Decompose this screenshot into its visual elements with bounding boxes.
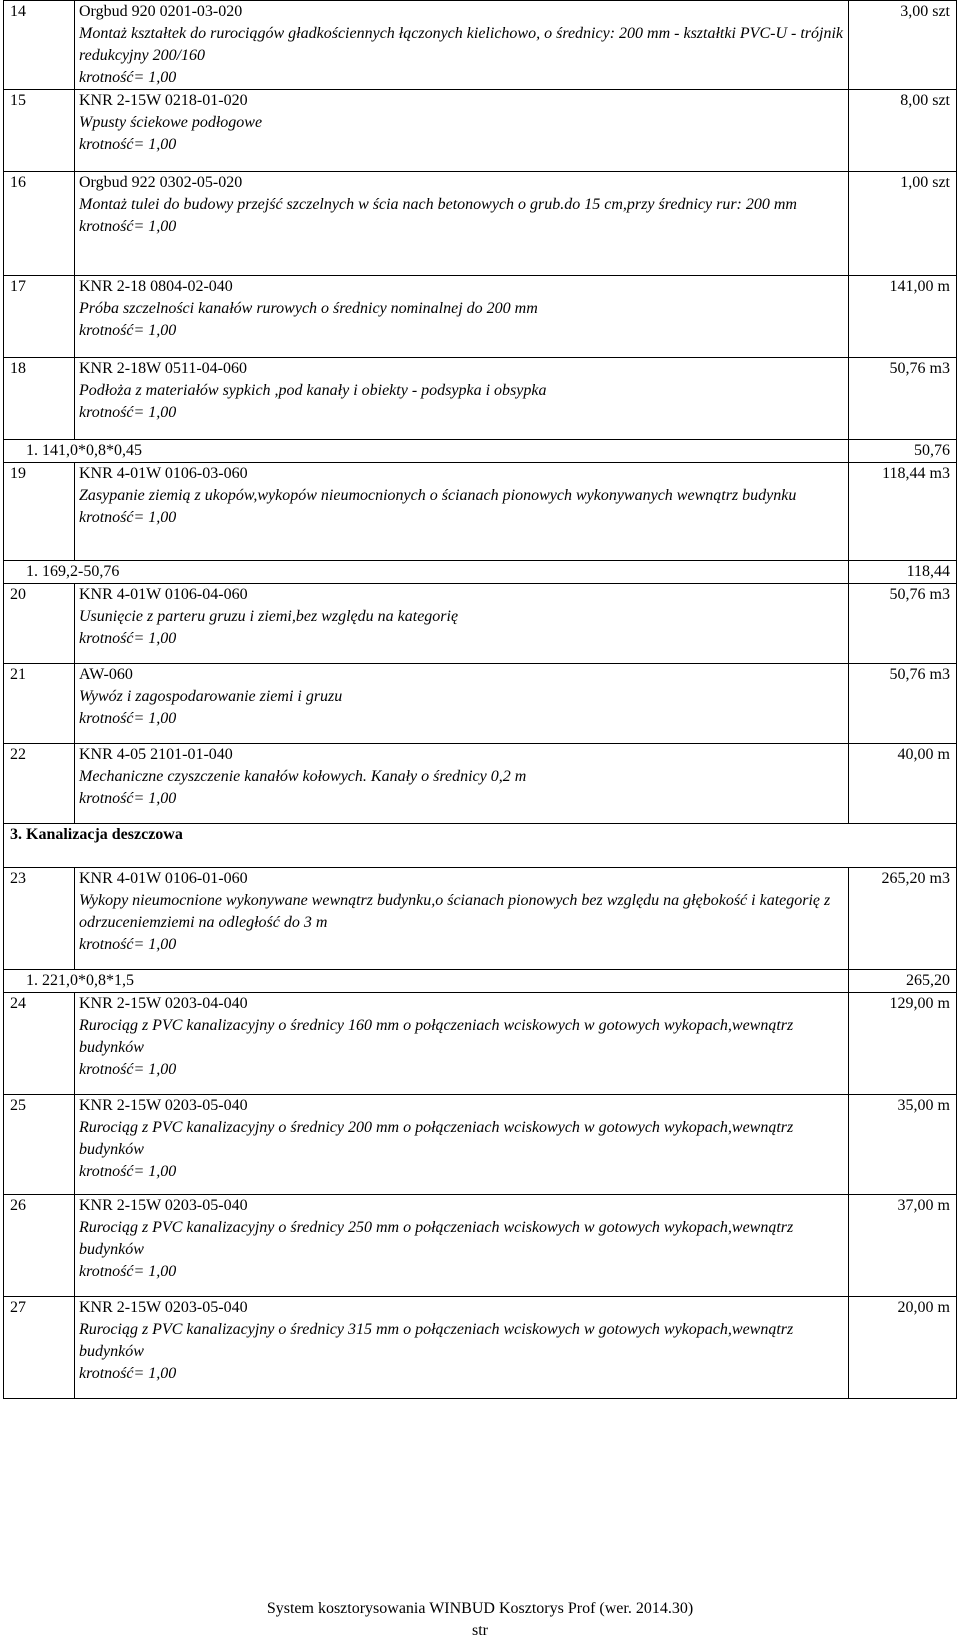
item-code: KNR 2-15W 0203-04-040 <box>79 995 248 1012</box>
item-quantity: 50,76 m3 <box>849 358 957 440</box>
item-description <box>75 664 849 744</box>
item-title: Rurociąg z PVC kanalizacyjny o średnicy 250 mm o połączeniach wciskowych w gotowych wykopach,wewnątrz budynków <box>79 1219 794 1258</box>
item-number: 20 <box>4 584 75 664</box>
item-description <box>75 463 849 561</box>
item-quantity: 3,00 szt <box>849 1 957 90</box>
item-number: 21 <box>4 664 75 744</box>
item-quantity: 1,00 szt <box>849 172 957 276</box>
item-multiplier: krotność= 1,00 <box>79 936 177 953</box>
item-quantity: 141,00 m <box>849 276 957 358</box>
calculation-expression: 1. 221,0*0,8*1,5 <box>4 970 849 993</box>
item-quantity: 8,00 szt <box>849 90 957 172</box>
item-row <box>4 744 957 824</box>
item-title: Rurociąg z PVC kanalizacyjny o średnicy 200 mm o połączeniach wciskowych w gotowych wykopach,wewnątrz budynków <box>79 1119 794 1158</box>
item-code: Orgbud 922 0302-05-020 <box>79 174 243 191</box>
item-title: Montaż kształtek do rurociągów gładkościennych łączonych kielichowo, o średnicy: 200 mm - kształtki PVC-U - trójnik redukcyjny 200/160 <box>79 25 843 64</box>
item-description <box>75 358 849 440</box>
item-number: 16 <box>4 172 75 276</box>
section-heading: 3. Kanalizacja deszczowa <box>4 824 957 868</box>
item-code: AW-060 <box>79 666 133 683</box>
item-quantity: 50,76 m3 <box>849 584 957 664</box>
item-description <box>75 868 849 970</box>
item-code: KNR 4-01W 0106-04-060 <box>79 586 248 603</box>
item-description <box>75 744 849 824</box>
item-multiplier: krotność= 1,00 <box>79 1061 177 1078</box>
item-title: Rurociąg z PVC kanalizacyjny o średnicy 160 mm o połączeniach wciskowych w gotowych wykopach,wewnątrz budynków <box>79 1017 794 1056</box>
item-multiplier: krotność= 1,00 <box>79 630 177 647</box>
item-number: 14 <box>4 1 75 90</box>
item-row <box>4 90 957 172</box>
item-multiplier: krotność= 1,00 <box>79 404 177 421</box>
item-multiplier: krotność= 1,00 <box>79 790 177 807</box>
item-row <box>4 276 957 358</box>
item-row <box>4 1297 957 1399</box>
calculation-expression: 1. 169,2-50,76 <box>4 561 849 584</box>
section-heading-row <box>4 824 957 868</box>
item-number: 23 <box>4 868 75 970</box>
item-number: 19 <box>4 463 75 561</box>
calculation-row <box>4 561 957 584</box>
item-code: KNR 2-18 0804-02-040 <box>79 278 233 295</box>
item-quantity: 20,00 m <box>849 1297 957 1399</box>
item-title: Zasypanie ziemią z ukopów,wykopów nieumocnionych o ścianach pionowych wykonywanych wewnątrz budynku <box>79 487 797 504</box>
item-title: Montaż tulei do budowy przejść szczelnych w ścia nach betonowych o grub.do 15 cm,przy średnicy rur: 200 mm <box>79 196 797 213</box>
item-row <box>4 358 957 440</box>
calculation-value: 118,44 <box>849 561 957 584</box>
item-code: KNR 4-05 2101-01-040 <box>79 746 233 763</box>
item-description <box>75 276 849 358</box>
item-multiplier: krotność= 1,00 <box>79 322 177 339</box>
item-number: 17 <box>4 276 75 358</box>
item-code: KNR 2-18W 0511-04-060 <box>79 360 247 377</box>
item-number: 25 <box>4 1095 75 1195</box>
item-quantity: 40,00 m <box>849 744 957 824</box>
item-number: 27 <box>4 1297 75 1399</box>
item-description <box>75 584 849 664</box>
item-description <box>75 1095 849 1195</box>
item-number: 15 <box>4 90 75 172</box>
calculation-row <box>4 440 957 463</box>
item-title: Usunięcie z parteru gruzu i ziemi,bez względu na kategorię <box>79 608 459 625</box>
calculation-expression: 1. 141,0*0,8*0,45 <box>4 440 849 463</box>
calculation-value: 265,20 <box>849 970 957 993</box>
item-number: 24 <box>4 993 75 1095</box>
item-number: 22 <box>4 744 75 824</box>
item-row <box>4 1 957 90</box>
item-row <box>4 993 957 1095</box>
footer-page-label: str <box>472 1622 488 1639</box>
item-description <box>75 90 849 172</box>
item-description <box>75 1195 849 1297</box>
item-title: Podłoża z materiałów sypkich ,pod kanały i obiekty - podsypka i obsypka <box>79 382 547 399</box>
item-description <box>75 1297 849 1399</box>
item-number: 18 <box>4 358 75 440</box>
item-title: Wykopy nieumocnione wykonywane wewnątrz budynku,o ścianach pionowych bez względu na głębokość i kategorię z odrzuceniemziemi na odległość do 3 m <box>79 892 831 931</box>
item-description <box>75 1 849 90</box>
item-row <box>4 664 957 744</box>
footer-system: System kosztorysowania WINBUD Kosztorys Prof (wer. 2014.30) <box>266 1600 694 1617</box>
item-quantity: 129,00 m <box>849 993 957 1095</box>
item-title: Rurociąg z PVC kanalizacyjny o średnicy 315 mm o połączeniach wciskowych w gotowych wykopach,wewnątrz budynków <box>79 1321 794 1360</box>
item-row <box>4 1095 957 1195</box>
cost-estimate-table <box>3 0 957 1399</box>
item-code: KNR 2-15W 0203-05-040 <box>79 1097 248 1114</box>
item-title: Próba szczelności kanałów rurowych o średnicy nominalnej do 200 mm <box>79 300 538 317</box>
item-multiplier: krotność= 1,00 <box>79 509 177 526</box>
calculation-row <box>4 970 957 993</box>
item-quantity: 265,20 m3 <box>849 868 957 970</box>
item-multiplier: krotność= 1,00 <box>79 1365 177 1382</box>
item-code: Orgbud 920 0201-03-020 <box>79 3 243 20</box>
calculation-value: 50,76 <box>849 440 957 463</box>
item-multiplier: krotność= 1,00 <box>79 710 177 727</box>
item-title: Mechaniczne czyszczenie kanałów kołowych. Kanały o średnicy 0,2 m <box>79 768 527 785</box>
item-title: Wywóz i zagospodarowanie ziemi i gruzu <box>79 688 343 705</box>
item-code: KNR 2-15W 0203-05-040 <box>79 1197 248 1214</box>
item-quantity: 35,00 m <box>849 1095 957 1195</box>
item-number: 26 <box>4 1195 75 1297</box>
item-row <box>4 463 957 561</box>
item-title: Wpusty ściekowe podłogowe <box>79 114 263 131</box>
item-row <box>4 584 957 664</box>
item-multiplier: krotność= 1,00 <box>79 1163 177 1180</box>
item-multiplier: krotność= 1,00 <box>79 69 177 86</box>
item-quantity: 37,00 m <box>849 1195 957 1297</box>
item-description <box>75 993 849 1095</box>
item-quantity: 50,76 m3 <box>849 664 957 744</box>
item-code: KNR 2-15W 0218-01-020 <box>79 92 248 109</box>
item-multiplier: krotność= 1,00 <box>79 1263 177 1280</box>
item-row <box>4 868 957 970</box>
item-code: KNR 4-01W 0106-01-060 <box>79 870 248 887</box>
item-code: KNR 4-01W 0106-03-060 <box>79 465 248 482</box>
item-quantity: 118,44 m3 <box>849 463 957 561</box>
item-row <box>4 172 957 276</box>
item-row <box>4 1195 957 1297</box>
item-multiplier: krotność= 1,00 <box>79 136 177 153</box>
item-multiplier: krotność= 1,00 <box>79 218 177 235</box>
item-code: KNR 2-15W 0203-05-040 <box>79 1299 248 1316</box>
item-description <box>75 172 849 276</box>
